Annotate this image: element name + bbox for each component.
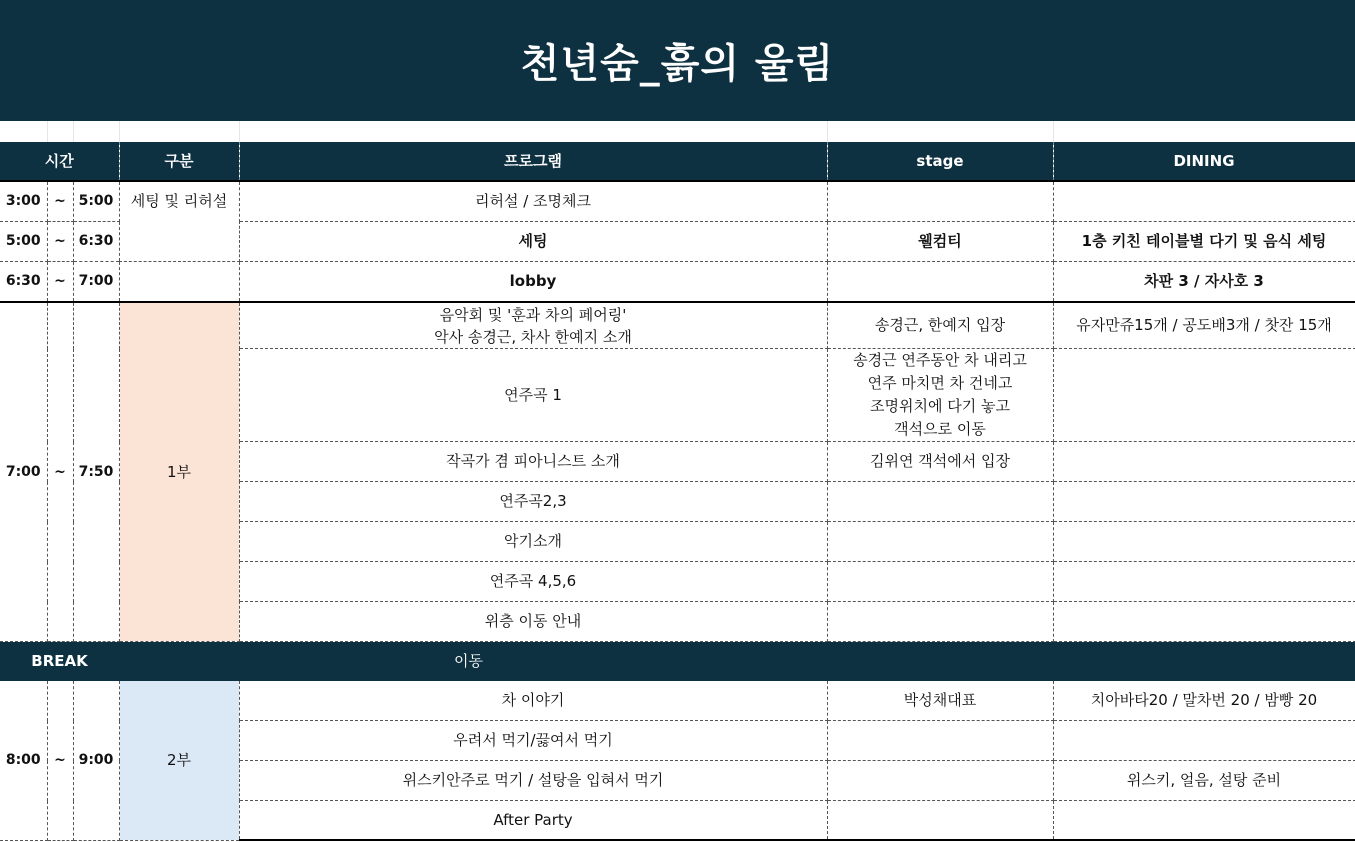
table-row xyxy=(0,302,1355,349)
program-cell: 위층 이동 안내 xyxy=(239,602,827,642)
start-time: 3:00 xyxy=(0,181,47,222)
tilde: ~ xyxy=(47,222,73,262)
break-program: 이동 xyxy=(239,642,827,682)
spacer-row xyxy=(0,121,1355,142)
start-time: 6:30 xyxy=(0,262,47,303)
header-dining: DINING xyxy=(1053,142,1355,181)
program-cell: 차 이야기 xyxy=(239,681,827,721)
stage-cell: 송경근, 한예지 입장 xyxy=(827,302,1053,349)
program-cell: 위스키안주로 먹기 / 설탕을 입혀서 먹기 xyxy=(239,761,827,801)
header-category: 구분 xyxy=(119,142,239,181)
start-time: 8:00 xyxy=(0,681,47,840)
end-time: 5:00 xyxy=(73,181,119,222)
category-part1: 1부 xyxy=(119,302,239,642)
title-bar xyxy=(0,0,1355,121)
tilde: ~ xyxy=(47,302,73,642)
dining-cell xyxy=(1053,442,1355,482)
stage-cell: 김위연 객석에서 입장 xyxy=(827,442,1053,482)
dining-cell xyxy=(1053,801,1355,841)
program-cell: lobby xyxy=(239,262,827,303)
tilde: ~ xyxy=(47,681,73,840)
category-part2: 2부 xyxy=(119,681,239,840)
dining-cell xyxy=(1053,181,1355,222)
stage-cell xyxy=(827,761,1053,801)
table-row xyxy=(0,262,1355,303)
end-time: 7:50 xyxy=(73,302,119,642)
dining-cell: 1층 키친 테이블별 다기 및 음식 세팅 xyxy=(1053,222,1355,262)
program-cell: 음악회 및 '훈과 차의 페어링' 악사 송경근, 차사 한예지 소개 xyxy=(239,302,827,349)
program-cell: 악기소개 xyxy=(239,522,827,562)
stage-cell xyxy=(827,602,1053,642)
program-cell: 세팅 xyxy=(239,222,827,262)
table-row xyxy=(0,181,1355,222)
stage-cell xyxy=(827,181,1053,222)
dining-cell: 치아바타20 / 말차번 20 / 밤빵 20 xyxy=(1053,681,1355,721)
dining-cell xyxy=(1053,602,1355,642)
stage-cell xyxy=(827,801,1053,841)
category-setting: 세팅 및 리허설 xyxy=(119,181,239,262)
page-title: 천년숨_흙의 울림 xyxy=(520,41,835,87)
stage-cell xyxy=(827,262,1053,303)
break-label: BREAK xyxy=(0,642,119,682)
dining-cell: 위스키, 얼음, 설탕 준비 xyxy=(1053,761,1355,801)
stage-cell xyxy=(827,522,1053,562)
dining-cell xyxy=(1053,721,1355,761)
tilde: ~ xyxy=(47,181,73,222)
program-cell: 연주곡 4,5,6 xyxy=(239,562,827,602)
stage-cell: 웰컴티 xyxy=(827,222,1053,262)
category-cell xyxy=(119,262,239,303)
stage-cell: 박성채대표 xyxy=(827,681,1053,721)
program-cell: 리허설 / 조명체크 xyxy=(239,181,827,222)
break-stage xyxy=(827,642,1053,682)
break-row xyxy=(0,642,1355,682)
dining-cell: 유자만쥬15개 / 공도배3개 / 찻잔 15개 xyxy=(1053,302,1355,349)
start-time: 7:00 xyxy=(0,302,47,642)
header-time: 시간 xyxy=(0,142,119,181)
dining-cell xyxy=(1053,522,1355,562)
end-time: 6:30 xyxy=(73,222,119,262)
dining-cell xyxy=(1053,482,1355,522)
dining-cell xyxy=(1053,349,1355,442)
program-cell: 연주곡 1 xyxy=(239,349,827,442)
dining-cell: 차판 3 / 자사호 3 xyxy=(1053,262,1355,303)
header-program: 프로그램 xyxy=(239,142,827,181)
stage-cell xyxy=(827,482,1053,522)
header-row xyxy=(0,142,1355,181)
table-row xyxy=(0,681,1355,721)
program-cell: 작곡가 겸 피아니스트 소개 xyxy=(239,442,827,482)
break-category xyxy=(119,642,239,682)
end-time: 7:00 xyxy=(73,262,119,303)
tilde: ~ xyxy=(47,262,73,303)
stage-cell xyxy=(827,562,1053,602)
header-stage: stage xyxy=(827,142,1053,181)
end-time: 9:00 xyxy=(73,681,119,840)
break-dining xyxy=(1053,642,1355,682)
program-cell: 연주곡2,3 xyxy=(239,482,827,522)
dining-cell xyxy=(1053,562,1355,602)
program-cell: After Party xyxy=(239,801,827,841)
schedule-table xyxy=(0,121,1355,841)
program-cell: 우려서 먹기/끓여서 먹기 xyxy=(239,721,827,761)
stage-cell: 송경근 연주동안 차 내리고 연주 마치면 차 건네고 조명위치에 다기 놓고 객석으로 이동 xyxy=(827,349,1053,442)
start-time: 5:00 xyxy=(0,222,47,262)
stage-cell xyxy=(827,721,1053,761)
